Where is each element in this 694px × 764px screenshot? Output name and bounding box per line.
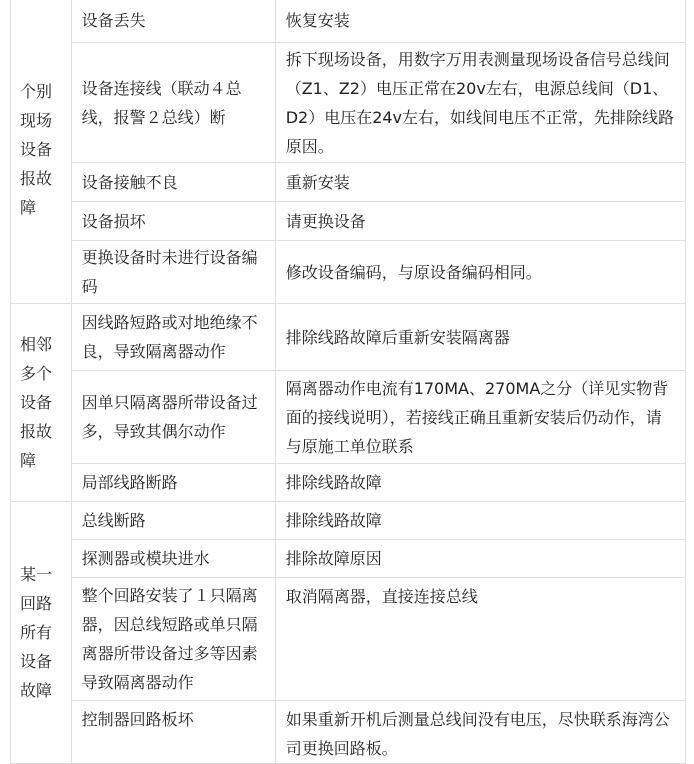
fix-cell: 如果重新开机后测量总线间没有电压，尽快联系海湾公司更换回路板。: [275, 701, 685, 764]
cause-cell: 设备连接线（联动４总线，报警２总线）断: [71, 43, 275, 163]
cause-cell: 控制器回路板坏: [71, 701, 275, 764]
cause-cell: 探测器或模块进水: [71, 540, 275, 578]
fix-cell: 重新安装: [275, 163, 685, 202]
cause-cell: 设备损坏: [71, 202, 275, 241]
fault-table: [10, 0, 686, 764]
fix-cell: 排除线路故障后重新安装隔离器: [275, 304, 685, 371]
table-row: [11, 163, 686, 202]
cause-cell: 设备丢失: [71, 0, 275, 43]
cause-cell: 总线断路: [71, 502, 275, 540]
table-row: [11, 701, 686, 764]
fix-cell: 排除线路故障: [275, 502, 685, 540]
cause-cell: 局部线路断路: [71, 464, 275, 502]
cause-cell: 更换设备时未进行设备编码: [71, 241, 275, 304]
fix-cell: 隔离器动作电流有170MA、270MA之分（详见实物背面的接线说明），若接线正确且重新安装后仍动作，请与原施工单位联系: [275, 371, 685, 464]
fix-cell: 排除故障原因: [275, 540, 685, 578]
cause-cell: 因单只隔离器所带设备过多，导致其偶尔动作: [71, 371, 275, 464]
fix-cell: 请更换设备: [275, 202, 685, 241]
table-row: [11, 202, 686, 241]
fix-cell: 修改设备编码，与原设备编码相同。: [275, 241, 685, 304]
category-cell: 某一回路所有设备故障: [11, 502, 72, 764]
table-row: [11, 241, 686, 304]
fix-cell: 取消隔离器，直接连接总线: [275, 578, 685, 701]
fix-cell: 排除线路故障: [275, 464, 685, 502]
cause-cell: 因线路短路或对地绝缘不良，导致隔离器动作: [71, 304, 275, 371]
fix-cell: 恢复安装: [275, 0, 685, 43]
category-cell: 个别现场设备报故障: [11, 0, 72, 304]
table-row: [11, 371, 686, 464]
cause-cell: 整个回路安装了１只隔离器，因总线短路或单只隔离器所带设备过多等因素导致隔离器动作: [71, 578, 275, 701]
cause-cell: 设备接触不良: [71, 163, 275, 202]
table-row: [11, 578, 686, 701]
table-row: [11, 464, 686, 502]
table-row: [11, 304, 686, 371]
table-row: [11, 540, 686, 578]
category-cell: 相邻多个设备报故障: [11, 304, 72, 502]
table-row: [11, 0, 686, 43]
table-row: [11, 502, 686, 540]
fix-cell: 拆下现场设备，用数字万用表测量现场设备信号总线间（Z1、Z2）电压正常在20v左右，电源总线间（D1、D2）电压在24v左右，如线间电压不正常，先排除线路原因。: [275, 43, 685, 163]
table-row: [11, 43, 686, 163]
